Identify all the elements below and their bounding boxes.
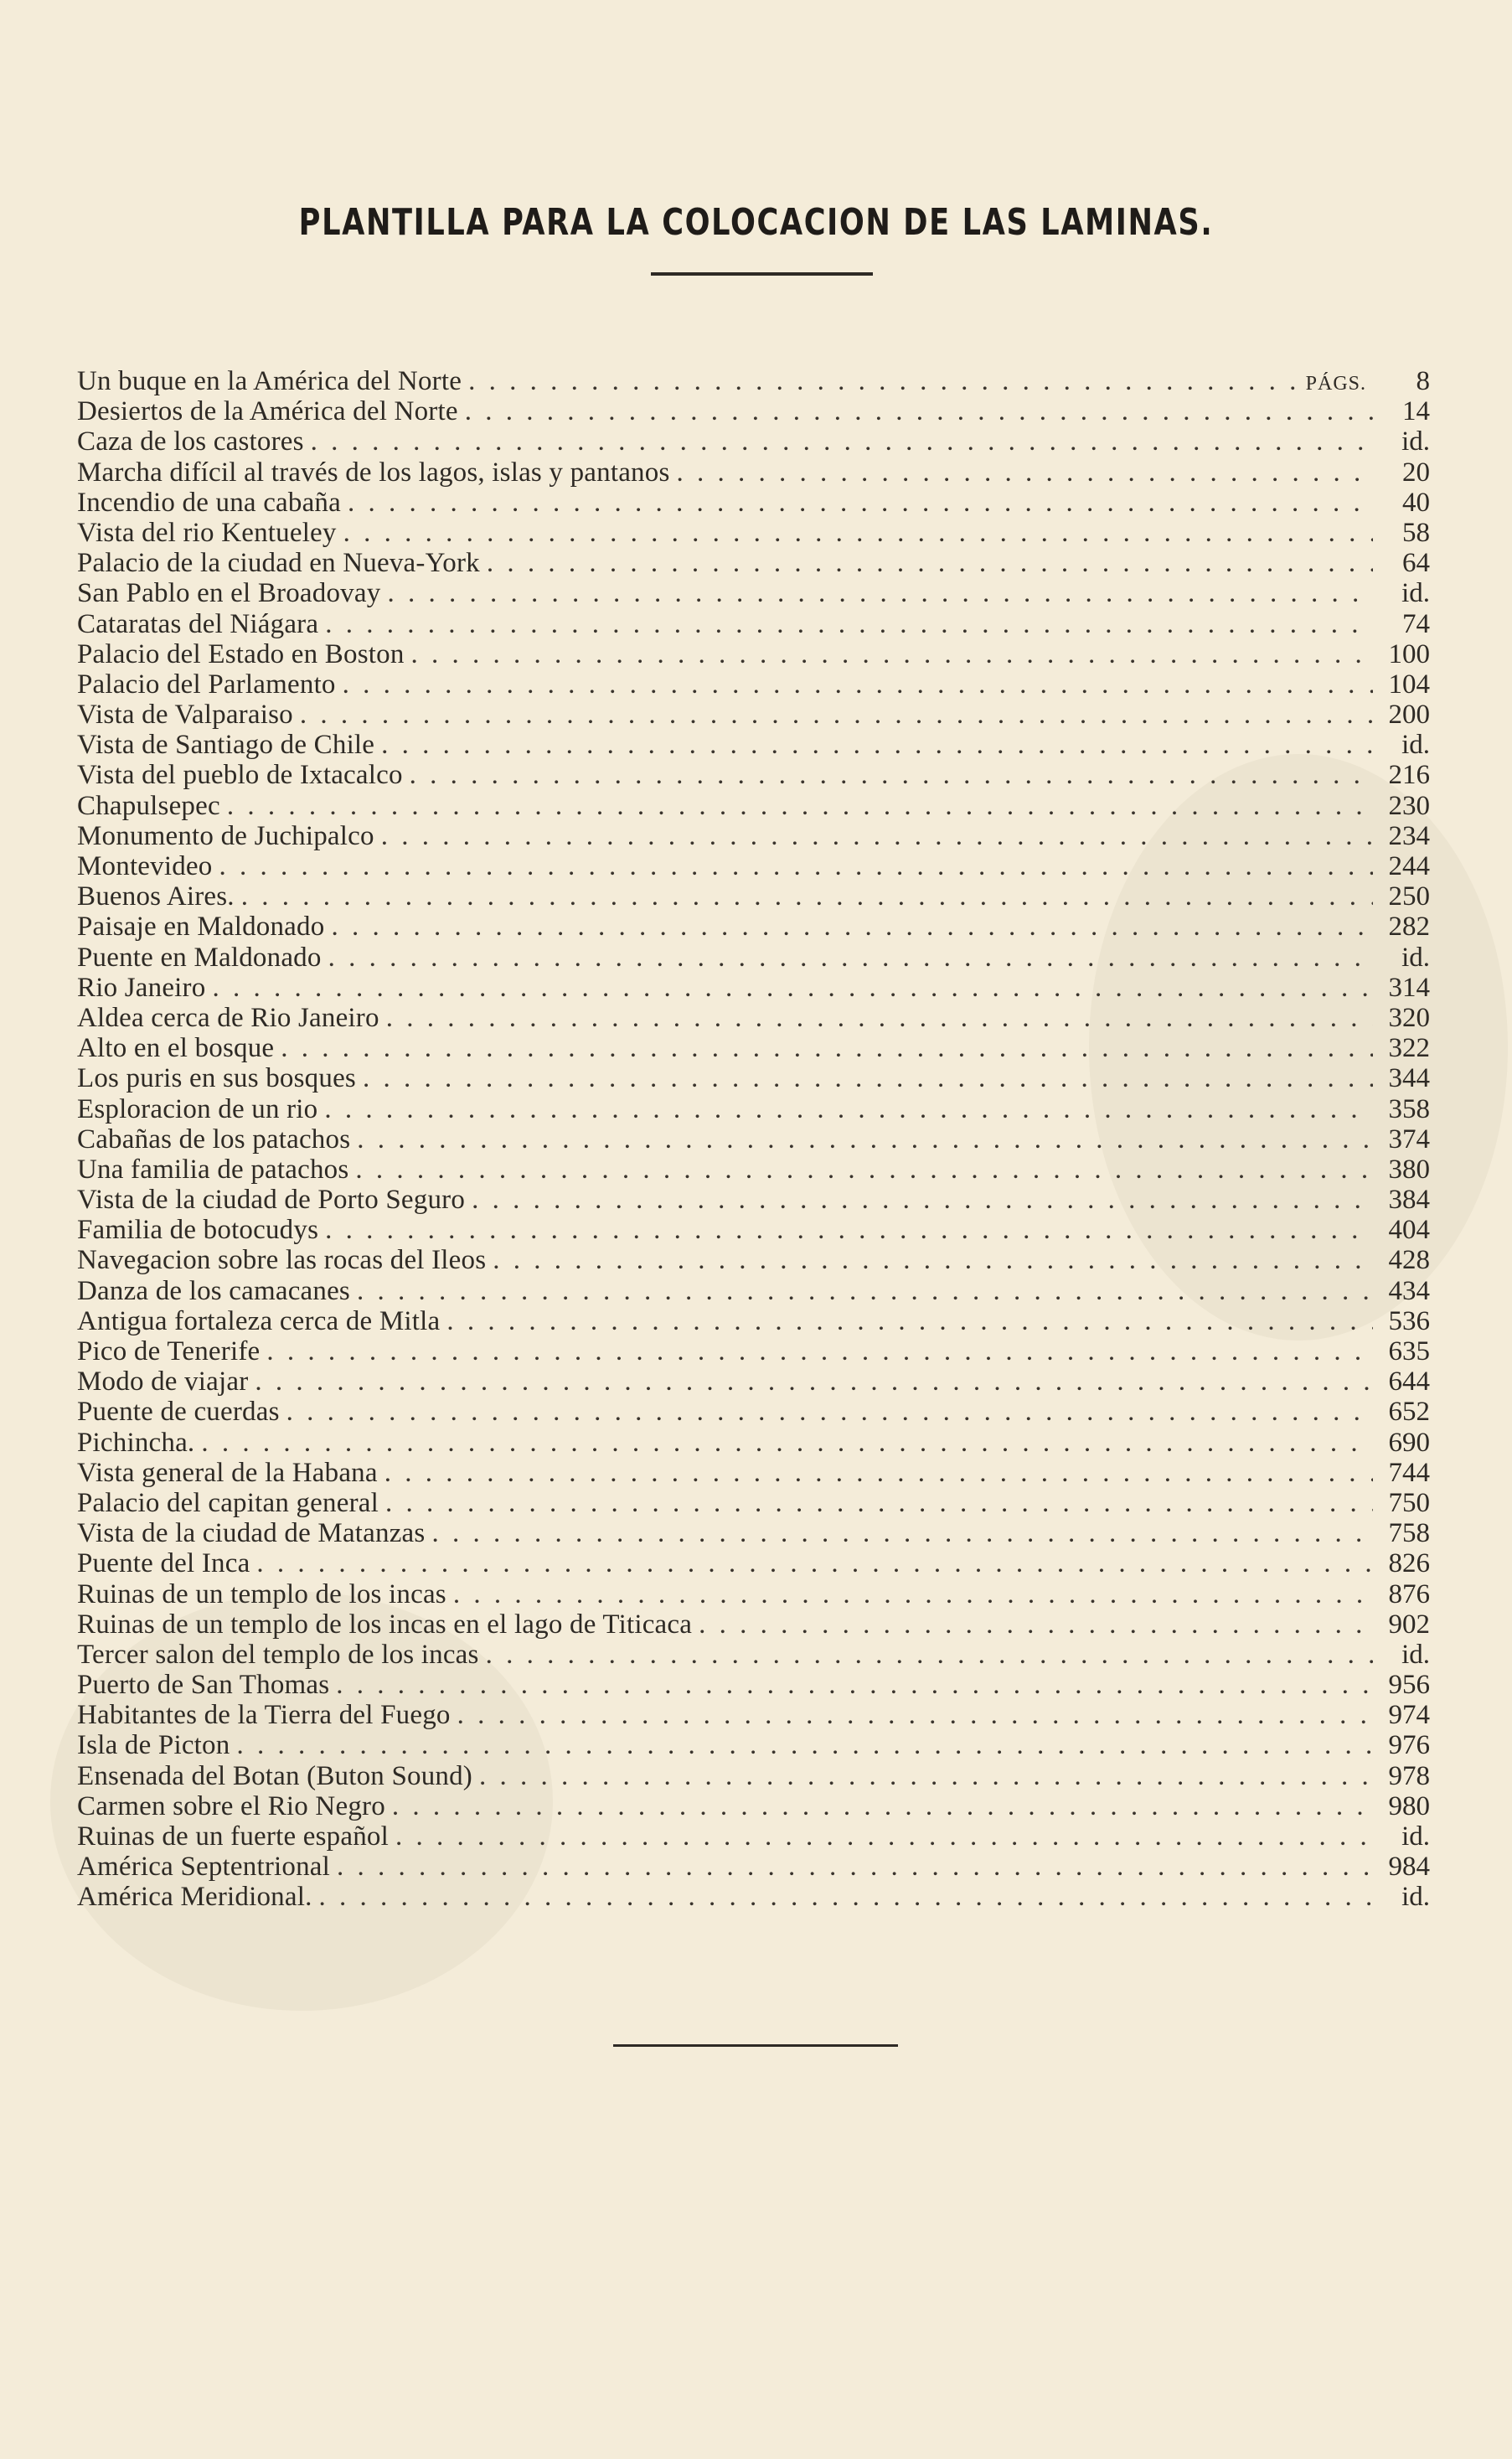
plate-title: Antigua fortaleza cerca de Mitla xyxy=(77,1305,441,1336)
list-item xyxy=(77,1215,1430,1245)
list-item xyxy=(77,609,1430,639)
dot-leader xyxy=(325,1215,1373,1245)
plate-title: Vista de la ciudad de Matanzas xyxy=(77,1518,426,1549)
list-item xyxy=(77,730,1430,760)
page-number: 282 xyxy=(1388,912,1430,943)
dot-leader xyxy=(343,518,1373,548)
plate-title: Palacio del Estado en Boston xyxy=(77,638,405,669)
plate-title: Isla de Picton xyxy=(77,1730,230,1761)
page-number: 652 xyxy=(1388,1397,1430,1428)
dot-leader xyxy=(381,730,1373,760)
plate-title: Vista de Santiago de Chile xyxy=(77,730,375,761)
list-item xyxy=(77,1548,1430,1578)
list-item xyxy=(77,488,1430,518)
plate-title: Vista del pueblo de Ixtacalco xyxy=(77,760,403,791)
plate-title: San Pablo en el Broadovay xyxy=(77,578,381,609)
plate-title: Danza de los camacanes xyxy=(77,1275,350,1306)
dot-leader xyxy=(331,912,1373,942)
page-title: PLANTILLA PARA LA COLOCACION DE LAS LAMINAS. xyxy=(298,201,1214,244)
list-item xyxy=(77,1003,1430,1033)
plate-title: Puente de cuerdas xyxy=(77,1397,280,1428)
plate-title: Vista del rio Kentueley xyxy=(77,517,337,548)
plate-title: Un buque en la América del Norte xyxy=(77,366,462,396)
list-item xyxy=(77,1640,1430,1670)
list-item xyxy=(77,1518,1430,1548)
page-number: 902 xyxy=(1388,1609,1430,1640)
list-item xyxy=(77,912,1430,942)
list-item xyxy=(77,1276,1430,1306)
dot-leader xyxy=(266,1336,1373,1366)
dot-leader xyxy=(348,488,1373,518)
dot-leader xyxy=(381,821,1373,851)
page-number: 876 xyxy=(1388,1578,1430,1609)
list-item xyxy=(77,1094,1430,1124)
plate-title: Chapulsepec xyxy=(77,790,220,821)
list-item xyxy=(77,578,1430,608)
list-item xyxy=(77,1761,1430,1791)
plate-title: Marcha difícil al través de los lagos, islas y pantanos xyxy=(77,457,670,488)
list-item xyxy=(77,1609,1430,1640)
plate-title: América Septentrional xyxy=(77,1852,331,1883)
dot-leader xyxy=(410,760,1373,790)
list-item xyxy=(77,1791,1430,1821)
pags-label: PÁGS. xyxy=(1305,373,1366,395)
page-number: 104 xyxy=(1388,669,1430,700)
page-number: 976 xyxy=(1388,1730,1430,1761)
list-item xyxy=(77,518,1430,548)
dot-leader xyxy=(676,457,1373,488)
plate-title: Los puris en sus bosques xyxy=(77,1063,356,1094)
dot-leader xyxy=(319,1882,1373,1912)
dot-leader xyxy=(355,1155,1373,1185)
list-item xyxy=(77,457,1430,488)
plate-title: Pichincha. xyxy=(77,1427,195,1458)
plate-title: Montevideo xyxy=(77,851,213,881)
page-number: 322 xyxy=(1388,1033,1430,1064)
dot-leader xyxy=(392,1791,1373,1821)
list-item xyxy=(77,1033,1430,1063)
page-number: 320 xyxy=(1388,1002,1430,1033)
page-number: id. xyxy=(1401,1639,1430,1670)
list-item xyxy=(77,1124,1430,1155)
page-number: 250 xyxy=(1388,881,1430,912)
plate-title: Carmen sobre el Rio Negro xyxy=(77,1790,385,1821)
dot-leader xyxy=(325,609,1373,639)
dot-leader xyxy=(236,1730,1373,1760)
dot-leader xyxy=(385,1488,1373,1518)
dot-leader xyxy=(363,1063,1373,1093)
page-number: 314 xyxy=(1388,972,1430,1003)
page-number: 344 xyxy=(1388,1063,1430,1094)
dot-leader xyxy=(479,1761,1373,1791)
plate-title: Vista de Valparaiso xyxy=(77,700,293,731)
page-number: 644 xyxy=(1388,1366,1430,1397)
list-item xyxy=(77,881,1430,912)
dot-leader xyxy=(201,1428,1373,1458)
plate-title: Ruinas de un fuerte español xyxy=(77,1821,389,1852)
list-item xyxy=(77,943,1430,973)
list-item xyxy=(77,1670,1430,1700)
dot-leader xyxy=(431,1518,1373,1548)
plate-title: Ruinas de un templo de los incas en el lago de Titicaca xyxy=(77,1609,693,1640)
list-item xyxy=(77,973,1430,1003)
page-number: id. xyxy=(1401,730,1430,761)
plate-title: Palacio del capitan general xyxy=(77,1487,379,1518)
list-item xyxy=(77,396,1430,426)
list-item xyxy=(77,1852,1430,1882)
dot-leader xyxy=(387,578,1373,608)
dot-leader xyxy=(324,1094,1373,1124)
page-number: id. xyxy=(1401,1882,1430,1913)
plate-title: Palacio de la ciudad en Nueva-York xyxy=(77,548,480,579)
dot-leader xyxy=(241,881,1373,912)
list-item xyxy=(77,1155,1430,1185)
dot-leader xyxy=(486,1640,1373,1670)
plate-title: Cabañas de los patachos xyxy=(77,1124,351,1155)
plate-title: Modo de viajar xyxy=(77,1366,249,1397)
page-number: 428 xyxy=(1388,1245,1430,1276)
plate-title: Vista de la ciudad de Porto Seguro xyxy=(77,1185,466,1216)
list-item xyxy=(77,1185,1430,1215)
plate-title: Aldea cerca de Rio Janeiro xyxy=(77,1002,379,1033)
page-number: 750 xyxy=(1388,1487,1430,1518)
list-item xyxy=(77,700,1430,730)
page-number: 744 xyxy=(1388,1457,1430,1488)
page-number: 216 xyxy=(1388,760,1430,791)
plate-title: Esploracion de un rio xyxy=(77,1093,318,1124)
list-item xyxy=(77,1245,1430,1275)
plate-title: Ensenada del Botan (Buton Sound) xyxy=(77,1760,472,1791)
page-number: id. xyxy=(1401,942,1430,973)
list-item xyxy=(77,669,1430,700)
page-number: 234 xyxy=(1388,820,1430,851)
dot-leader xyxy=(493,1245,1373,1275)
plate-title: Alto en el bosque xyxy=(77,1033,275,1064)
page-number: 384 xyxy=(1388,1185,1430,1216)
plate-title: Paisaje en Maldonado xyxy=(77,912,325,943)
page-number: 635 xyxy=(1388,1336,1430,1366)
page-number: 978 xyxy=(1388,1760,1430,1791)
list-item xyxy=(77,1397,1430,1427)
page-number: 758 xyxy=(1388,1518,1430,1549)
dot-leader xyxy=(300,700,1373,730)
page-number: 358 xyxy=(1388,1093,1430,1124)
plate-title: América Meridional. xyxy=(77,1882,312,1913)
list-item xyxy=(77,366,1430,396)
dot-leader xyxy=(699,1609,1373,1640)
plate-title: Una familia de patachos xyxy=(77,1154,349,1185)
plate-title: Rio Janeiro xyxy=(77,972,206,1003)
list-item xyxy=(77,1488,1430,1518)
list-item xyxy=(77,548,1430,578)
dot-leader xyxy=(343,669,1373,700)
page-number: 100 xyxy=(1388,638,1430,669)
list-item xyxy=(77,1336,1430,1366)
page-number: 8 xyxy=(1416,366,1430,396)
plate-title: Tercer salon del templo de los incas xyxy=(77,1639,479,1670)
plate-title: Familia de botocudys xyxy=(77,1215,319,1246)
dot-leader xyxy=(487,548,1373,578)
plate-title: Pico de Tenerife xyxy=(77,1336,261,1366)
dot-leader xyxy=(336,1670,1373,1700)
page-number: 244 xyxy=(1388,851,1430,881)
page-number: 20 xyxy=(1402,457,1430,488)
dot-leader xyxy=(212,973,1373,1003)
page-number: id. xyxy=(1401,1821,1430,1852)
page-number: 984 xyxy=(1388,1852,1430,1883)
dot-leader xyxy=(281,1033,1373,1063)
plate-title: Incendio de una cabaña xyxy=(77,487,341,518)
list-item xyxy=(77,1428,1430,1458)
list-item xyxy=(77,821,1430,851)
dot-leader xyxy=(357,1276,1373,1306)
dot-leader xyxy=(384,1458,1373,1488)
dot-leader xyxy=(328,943,1373,973)
list-item xyxy=(77,1882,1430,1912)
plate-title: Palacio del Parlamento xyxy=(77,669,336,700)
dot-leader xyxy=(395,1821,1373,1852)
dot-leader xyxy=(256,1548,1373,1578)
dot-leader xyxy=(357,1124,1373,1155)
page-number: 64 xyxy=(1402,548,1430,579)
list-item xyxy=(77,1306,1430,1336)
list-item xyxy=(77,1063,1430,1093)
dot-leader xyxy=(411,639,1373,669)
page-number: 980 xyxy=(1388,1790,1430,1821)
plate-title: Puente del Inca xyxy=(77,1548,250,1579)
page-number: 200 xyxy=(1388,700,1430,731)
list-item xyxy=(77,1458,1430,1488)
dot-leader xyxy=(446,1306,1373,1336)
page-number: 74 xyxy=(1402,608,1430,639)
dot-leader xyxy=(386,1003,1373,1033)
list-item xyxy=(77,1700,1430,1730)
list-item xyxy=(77,1730,1430,1760)
dot-leader xyxy=(468,366,1301,396)
page-number: 826 xyxy=(1388,1548,1430,1579)
plate-title: Puerto de San Thomas xyxy=(77,1670,330,1701)
list-item xyxy=(77,1366,1430,1397)
plate-title: Vista general de la Habana xyxy=(77,1457,378,1488)
dot-leader xyxy=(255,1366,1373,1397)
dot-leader xyxy=(311,426,1373,457)
dot-leader xyxy=(337,1852,1373,1882)
list-item xyxy=(77,851,1430,881)
dot-leader xyxy=(227,791,1373,821)
page-number: 58 xyxy=(1402,517,1430,548)
list-item xyxy=(77,791,1430,821)
dot-leader xyxy=(472,1185,1373,1215)
dot-leader xyxy=(453,1579,1373,1609)
plates-list xyxy=(77,366,1430,1913)
plate-title: Habitantes de la Tierra del Fuego xyxy=(77,1700,451,1731)
plate-title: Navegacion sobre las rocas del Ileos xyxy=(77,1245,487,1276)
end-rule xyxy=(613,2044,898,2047)
page-number: 956 xyxy=(1388,1670,1430,1701)
plate-title: Desiertos de la América del Norte xyxy=(77,396,458,427)
list-item xyxy=(77,426,1430,457)
page-number: 230 xyxy=(1388,790,1430,821)
plate-title: Caza de los castores xyxy=(77,426,304,457)
page-number: 974 xyxy=(1388,1700,1430,1731)
plate-title: Ruinas de un templo de los incas xyxy=(77,1578,446,1609)
plate-title: Buenos Aires. xyxy=(77,881,235,912)
list-item xyxy=(77,760,1430,790)
dot-leader xyxy=(457,1700,1373,1730)
page-number: 380 xyxy=(1388,1154,1430,1185)
plate-title: Cataratas del Niágara xyxy=(77,608,319,639)
plate-title: Monumento de Juchipalco xyxy=(77,820,374,851)
page-number: 434 xyxy=(1388,1275,1430,1306)
page-number: id. xyxy=(1401,578,1430,609)
list-item xyxy=(77,1821,1430,1852)
page-number: 690 xyxy=(1388,1427,1430,1458)
page-number: 374 xyxy=(1388,1124,1430,1155)
dot-leader xyxy=(219,851,1373,881)
page-number: 14 xyxy=(1402,396,1430,427)
page-number: id. xyxy=(1401,426,1430,457)
page-number: 40 xyxy=(1402,487,1430,518)
dot-leader xyxy=(465,396,1373,426)
title-rule xyxy=(651,272,873,276)
list-item xyxy=(77,639,1430,669)
plate-title: Puente en Maldonado xyxy=(77,942,322,973)
page-number: 536 xyxy=(1388,1305,1430,1336)
page-number: 404 xyxy=(1388,1215,1430,1246)
dot-leader xyxy=(286,1397,1373,1427)
list-item xyxy=(77,1579,1430,1609)
